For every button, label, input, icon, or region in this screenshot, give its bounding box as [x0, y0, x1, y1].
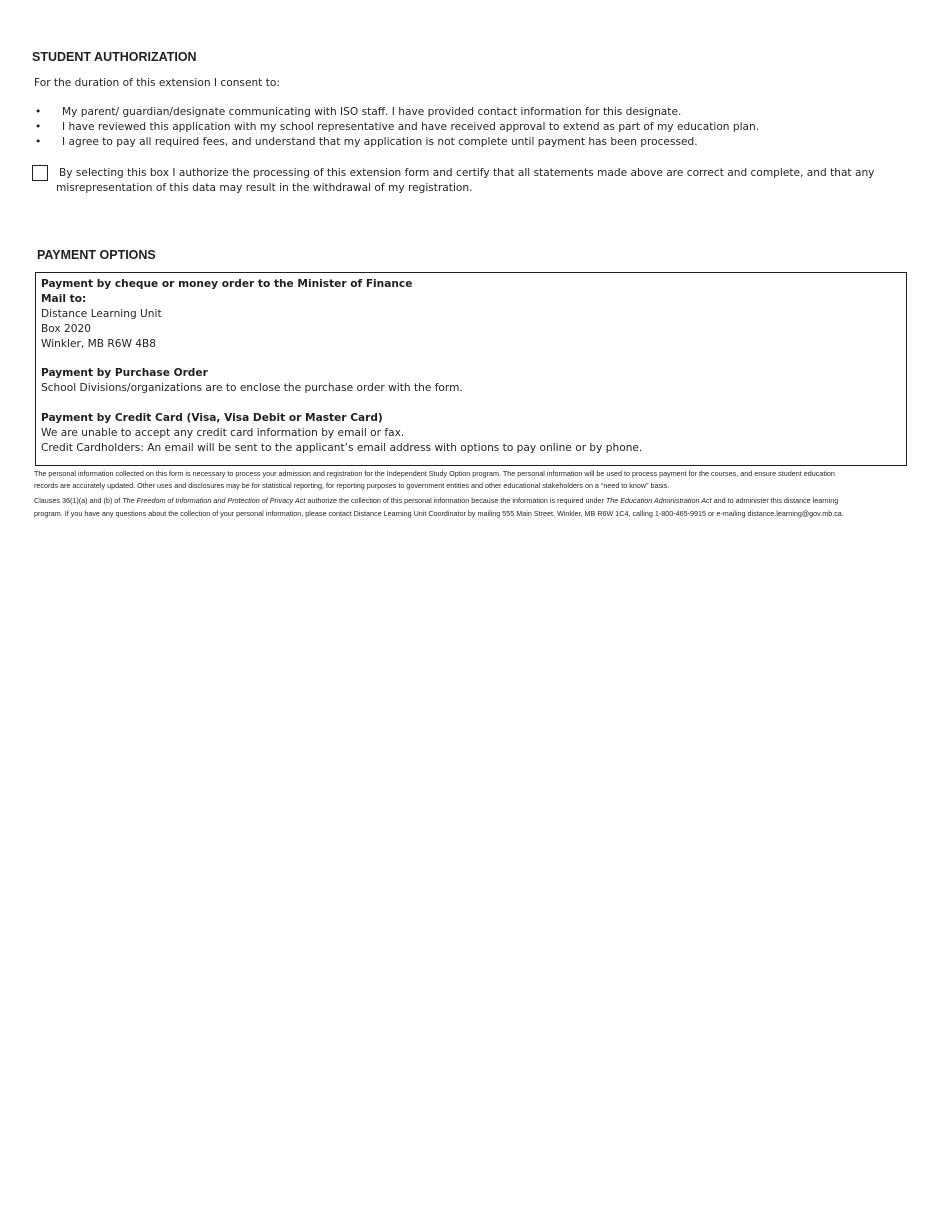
- act-title: The Freedom of Information and Protection of Privacy Act: [122, 496, 306, 505]
- privacy-text: and to administer this distance learning: [711, 496, 839, 505]
- authorization-checkbox[interactable]: [32, 165, 48, 181]
- payment-options-heading: PAYMENT OPTIONS: [37, 248, 156, 262]
- privacy-text: authorize the collection of this personal information because the information is required under: [305, 496, 606, 505]
- student-authorization-heading: STUDENT AUTHORIZATION: [32, 50, 197, 64]
- consent-item: I have reviewed this application with my school representative and have received approval to extend as part of my education plan.: [62, 121, 760, 133]
- act-title: The Education Administration Act: [605, 496, 712, 505]
- authorization-text-line1: By selecting this box I authorize the processing of this extension form and certify that all statements made above are correct and complete, and that any: [59, 167, 875, 179]
- address-line: Distance Learning Unit: [41, 308, 162, 320]
- address-line: Winkler, MB R6W 4B8: [41, 338, 157, 350]
- bullet-icon: •: [35, 136, 42, 148]
- cheque-title: Payment by cheque or money order to the Minister of Finance: [41, 278, 413, 290]
- purchase-order-title: Payment by Purchase Order: [41, 367, 208, 379]
- bullet-icon: •: [35, 106, 42, 118]
- privacy-p2-line1: [34, 495, 838, 508]
- privacy-p1-line2: records are accurately updated. Other uses and disclosures may be for statistical reporting, for reporting purposes to government entities and other educational stakeholders on a “need to know” basis.: [34, 481, 670, 490]
- credit-card-title: Payment by Credit Card (Visa, Visa Debit or Master Card): [41, 412, 383, 424]
- credit-card-text-1: We are unable to accept any credit card information by email or fax.: [41, 427, 405, 439]
- mail-to-label: Mail to:: [41, 293, 87, 305]
- consent-intro: For the duration of this extension I consent to:: [34, 77, 280, 89]
- authorization-text-line2: misrepresentation of this data may result in the withdrawal of my registration.: [56, 182, 473, 194]
- consent-item: I agree to pay all required fees, and understand that my application is not complete until payment has been processed.: [62, 136, 698, 148]
- purchase-order-text: School Divisions/organizations are to enclose the purchase order with the form.: [41, 382, 463, 394]
- privacy-text: Clauses 36(1)(a) and (b) of: [34, 496, 123, 505]
- bullet-icon: •: [35, 121, 42, 133]
- privacy-p2-line2: program. If you have any questions about the collection of your personal information, please contact Distance Learning Unit Coordinator by mailing 555 Main Street, Winkler, MB R6W 1C4, calling 1-800-465-9915 or e-mailing distance.learning@gov.mb.ca.: [34, 509, 844, 518]
- consent-item: My parent/ guardian/designate communicating with ISO staff. I have provided contact information for this designate.: [62, 106, 682, 118]
- privacy-p1-line1: The personal information collected on this form is necessary to process your admission and registration for the Independent Study Option program. The personal information will be used to process payment for the courses, and ensure student education: [34, 469, 835, 478]
- payment-options-box: [35, 272, 907, 466]
- credit-card-text-2: Credit Cardholders: An email will be sent to the applicant’s email address with options to pay online or by phone.: [41, 442, 643, 454]
- address-line: Box 2020: [41, 323, 92, 335]
